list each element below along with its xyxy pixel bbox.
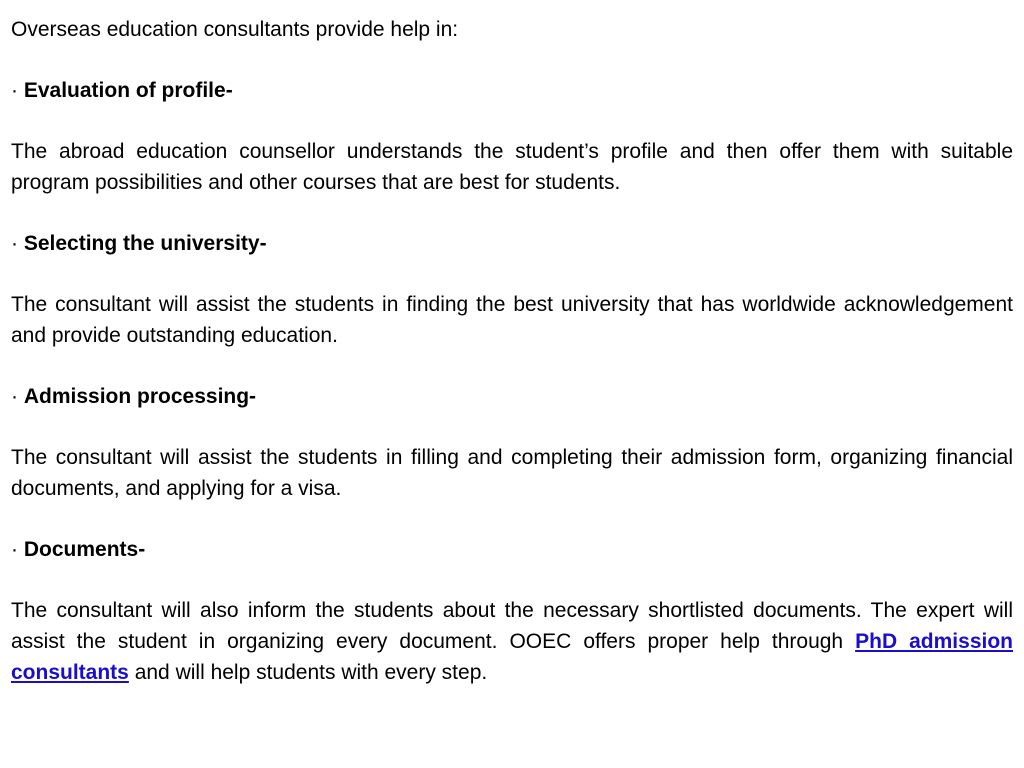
section-heading-university: [11, 228, 1013, 259]
section-body-university: The consultant will assist the students in finding the best university that has worldwide acknowledgement and provide outstanding education.: [11, 293, 1013, 347]
phd-admission-consultants-link[interactable]: PhD admission consultants: [11, 630, 1013, 684]
section-body-evaluation: The abroad education counsellor understands the student’s profile and then offer them with suitable program possibilities and other courses that are best for students.: [11, 140, 1013, 194]
section-heading-admission: [11, 381, 1013, 412]
bullet: ·: [11, 538, 18, 561]
body-text-after-link: and will help students with every step.: [128, 661, 488, 684]
section-heading-evaluation: [11, 75, 1013, 106]
heading-text: Documents-: [23, 538, 146, 561]
intro-text: Overseas education consultants provide help in:: [11, 18, 459, 41]
section-body-documents: [11, 595, 1013, 688]
body-text-before-link: The consultant will also inform the students about the necessary shortlisted documents. The expert will assist the student in organizing every document. OOEC offers proper help through: [11, 599, 1013, 653]
section-heading-documents: [11, 534, 1013, 565]
section-body-admission: The consultant will assist the students in filling and completing their admission form, organizing financial documents, and applying for a visa.: [11, 446, 1013, 500]
heading-text: Evaluation of profile-: [23, 79, 233, 102]
bullet: ·: [11, 79, 18, 102]
slide-content: [11, 14, 1013, 718]
bullet: ·: [11, 385, 18, 408]
heading-text: Selecting the university-: [23, 232, 267, 255]
bullet: ·: [11, 232, 18, 255]
heading-text: Admission processing-: [23, 385, 257, 408]
